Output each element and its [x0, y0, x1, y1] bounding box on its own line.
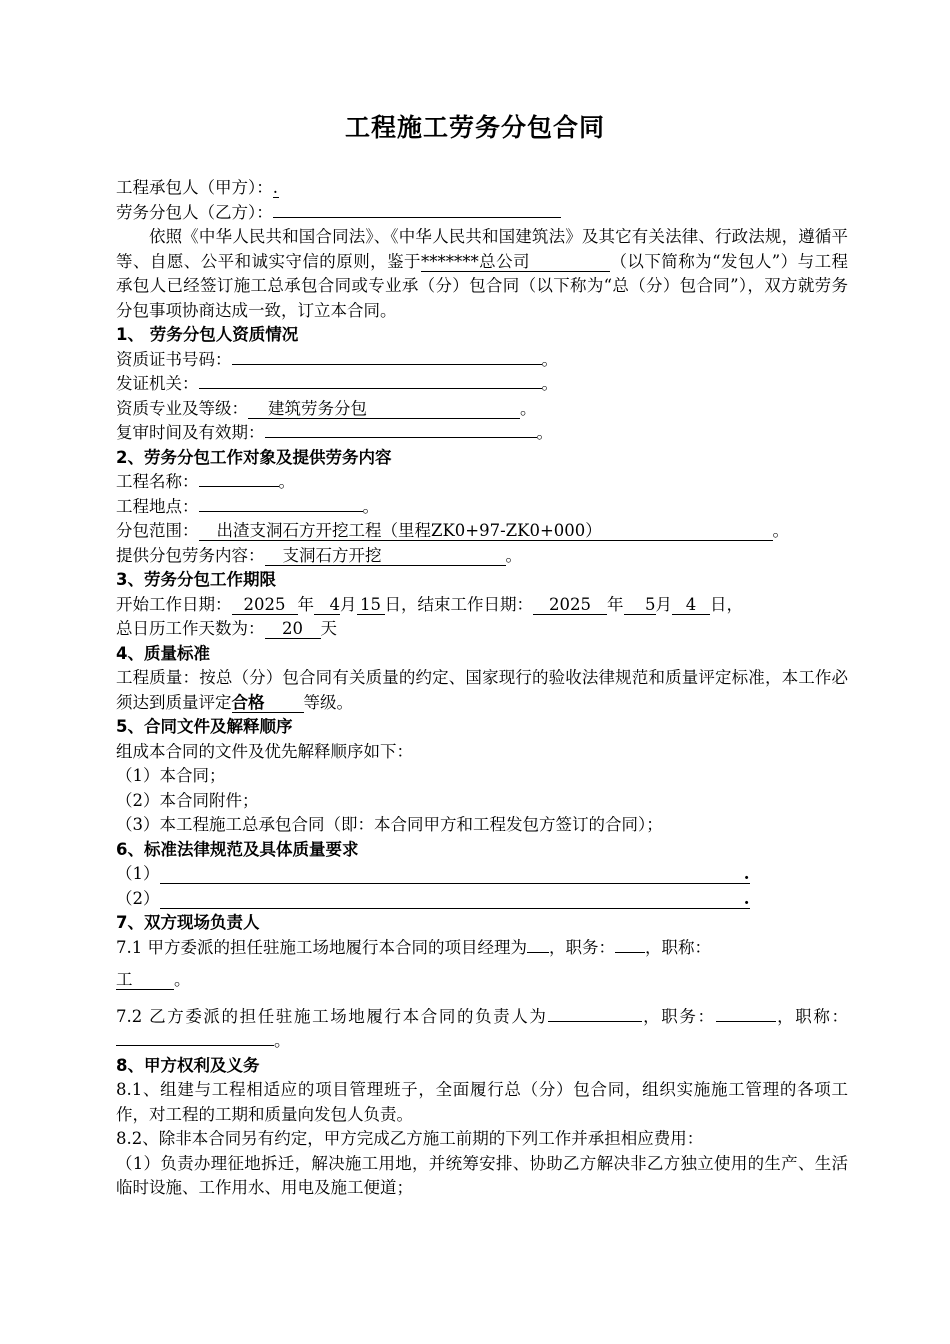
work-dates-line	[116, 593, 848, 618]
party-a-duty-2-item-1: （1）负责办理征地拆迁，解决施工用地，并统筹安排、协助乙方解决非乙方独立使用的生产、生活临时设施、工作用水、用电及施工便道；	[116, 1153, 848, 1197]
manager-a-name-blank	[527, 952, 549, 953]
review-blank	[265, 437, 537, 438]
start-date-label: 开始工作日期：	[116, 594, 232, 614]
quality-text-end: 等级。	[303, 692, 353, 712]
scope-label: 分包范围：	[116, 521, 199, 540]
labor-content-line	[116, 544, 848, 569]
duty-label: ，职务：	[641, 1006, 716, 1026]
title-label: ，职称：	[645, 937, 711, 957]
period: 。	[278, 472, 295, 491]
month-unit: 月	[340, 594, 357, 614]
party-a-label: 工程承包人（甲方）：	[116, 178, 273, 197]
review-label: 复审时间及有效期：	[116, 423, 265, 442]
scope-line	[116, 519, 848, 544]
total-days-value: 20	[265, 620, 321, 639]
manager-b-text: 7.2 乙方委派的担任驻施工场地履行本合同的负责人为	[116, 1006, 548, 1026]
total-days-label: 总日历工作天数为：	[116, 619, 265, 638]
party-a-duty-2: 8.2、除非本合同另有约定，甲方完成乙方施工前期的下列工作并承担相应费用：	[116, 1129, 704, 1148]
party-b-label: 劳务分包人（乙方）：	[116, 202, 273, 222]
contract-title: 工程施工劳务分包合同	[344, 113, 605, 142]
quality-text: 工程质量：按总（分）包合同有关质量的约定、国家现行的验收法律规范和质量评定标准，本工作必须达到质量评定	[116, 668, 848, 712]
project-site-label: 工程地点：	[116, 496, 199, 516]
section-7-heading: 7、双方现场负责人	[116, 913, 260, 932]
labor-content-field	[265, 547, 506, 566]
end-day: 4	[672, 596, 710, 615]
party-a-duty-1: 8.1、组建与工程相适应的项目管理班子，全面履行总（分）包合同，组织实施施工管理的各项工作，对工程的工期和质量向发包人负责。	[116, 1080, 848, 1124]
manager-b-duty-blank	[716, 1021, 776, 1022]
cert-number-label: 资质证书号码：	[116, 349, 232, 369]
standard-item-2	[116, 887, 848, 912]
duty-label: ，职务：	[549, 937, 615, 957]
total-days-line	[116, 617, 848, 642]
period: 。	[362, 496, 379, 516]
year-unit: 年	[297, 594, 314, 614]
section-1-heading: 1、 劳务分包人资质情况	[116, 325, 299, 344]
party-a-value: .	[272, 178, 278, 197]
manager-a-title-field	[116, 971, 174, 990]
manager-b-paragraph	[116, 1005, 848, 1054]
manager-a-text: 7.1 甲方委派的担任驻施工场地履行本合同的项目经理为	[116, 937, 527, 957]
section-8-heading: 8、甲方权利及义务	[116, 1055, 260, 1075]
project-name-label: 工程名称：	[116, 472, 199, 491]
total-days-unit: 天	[320, 619, 337, 638]
standard-item-1	[116, 862, 848, 887]
standard-item-label: （2）	[116, 888, 160, 908]
standard-item-label: （1）	[116, 864, 160, 883]
section-5-heading: 5、合同文件及解释顺序	[116, 717, 293, 736]
client-company	[421, 252, 610, 272]
review-line	[116, 421, 848, 446]
section-4-heading: 4、质量标准	[116, 643, 210, 663]
grade-value: 建筑劳务分包	[268, 398, 367, 418]
doc-order-intro: 组成本合同的文件及优先解释顺序如下：	[116, 741, 413, 761]
section-6-heading: 6、标准法律规范及具体质量要求	[116, 839, 359, 859]
title-label: ，职称：	[775, 1006, 848, 1026]
cert-number-line	[116, 348, 848, 373]
period: 。	[541, 349, 558, 369]
month-unit: 月	[655, 594, 672, 614]
period: .	[743, 864, 750, 883]
section-2-heading: 2、劳务分包工作对象及提供劳务内容	[116, 447, 392, 467]
standard-item-blank	[160, 890, 750, 909]
section-3-heading: 3、劳务分包工作期限	[116, 570, 276, 589]
client-company-name: *******总公司	[420, 251, 530, 271]
end-year: 2025	[533, 596, 607, 615]
period: 。	[772, 521, 789, 540]
preamble-text-2: （以下简称为“发包人”）与工程承包人已经签订施工总承包合同或专业承（分）包合同（以下称为“总（分）包合同”），双方就劳务分包事项协商达成一致，订立本合同。	[116, 251, 849, 320]
manager-b-title-blank	[116, 1045, 274, 1046]
issuer-blank	[199, 388, 542, 389]
scope-value: 出渣支洞石方开挖工程（里程ZK0+97-ZK0+000）	[216, 521, 602, 540]
doc-order-item: （1）本合同；	[116, 766, 226, 785]
quality-grade: 合格	[232, 694, 304, 713]
party-b-line	[116, 201, 848, 226]
manager-a-duty-blank	[615, 952, 645, 953]
period: 。	[174, 970, 191, 989]
manager-a-line	[116, 936, 848, 961]
grade-line	[116, 397, 848, 422]
spacer	[116, 993, 848, 1005]
contract-body	[116, 176, 848, 1201]
end-date-label: 日，结束工作日期：	[384, 594, 533, 614]
period: 。	[505, 545, 522, 565]
manager-a-title-line	[116, 968, 848, 993]
period: 。	[520, 398, 537, 418]
doc-order-item: （2）本合同附件；	[116, 790, 259, 810]
preamble-text-1: 依照《中华人民共和国合同法》、《中华人民共和国建筑法》及其它有关法律、行政法规，遵循平等、自愿、公平和诚实守信的原则，鉴于	[116, 227, 848, 271]
start-day: 15	[357, 596, 385, 615]
preamble-paragraph	[116, 225, 848, 323]
period: .	[743, 888, 750, 908]
grade-label: 资质专业及等级：	[116, 398, 248, 418]
project-site-line	[116, 495, 848, 520]
end-month: 5	[624, 596, 656, 615]
labor-content-value: 支洞石方开挖	[282, 545, 382, 565]
period: 。	[536, 423, 553, 442]
doc-order-item: （3）本工程施工总承包合同（即：本合同甲方和工程发包方签订的合同）；	[116, 815, 663, 834]
manager-a-title-value: 工	[116, 970, 133, 989]
project-name-line	[116, 470, 848, 495]
project-name-blank	[199, 486, 279, 487]
grade-field	[248, 400, 520, 419]
start-year: 2025	[232, 596, 298, 615]
period: 。	[541, 374, 558, 393]
day-unit: 日，	[710, 594, 743, 614]
manager-b-name-blank	[548, 1021, 642, 1022]
scope-field	[199, 522, 773, 541]
party-a-line	[116, 176, 848, 201]
standard-item-blank	[160, 865, 750, 884]
quality-paragraph	[116, 666, 848, 715]
cert-number-blank	[232, 364, 542, 365]
project-site-blank	[199, 511, 363, 512]
start-month: 4	[314, 596, 340, 615]
issuer-label: 发证机关：	[116, 374, 199, 393]
period: 。	[274, 1031, 291, 1050]
party-b-blank	[273, 217, 561, 218]
issuer-line	[116, 372, 848, 397]
year-unit: 年	[607, 594, 624, 614]
labor-content-label: 提供分包劳务内容：	[116, 545, 265, 565]
